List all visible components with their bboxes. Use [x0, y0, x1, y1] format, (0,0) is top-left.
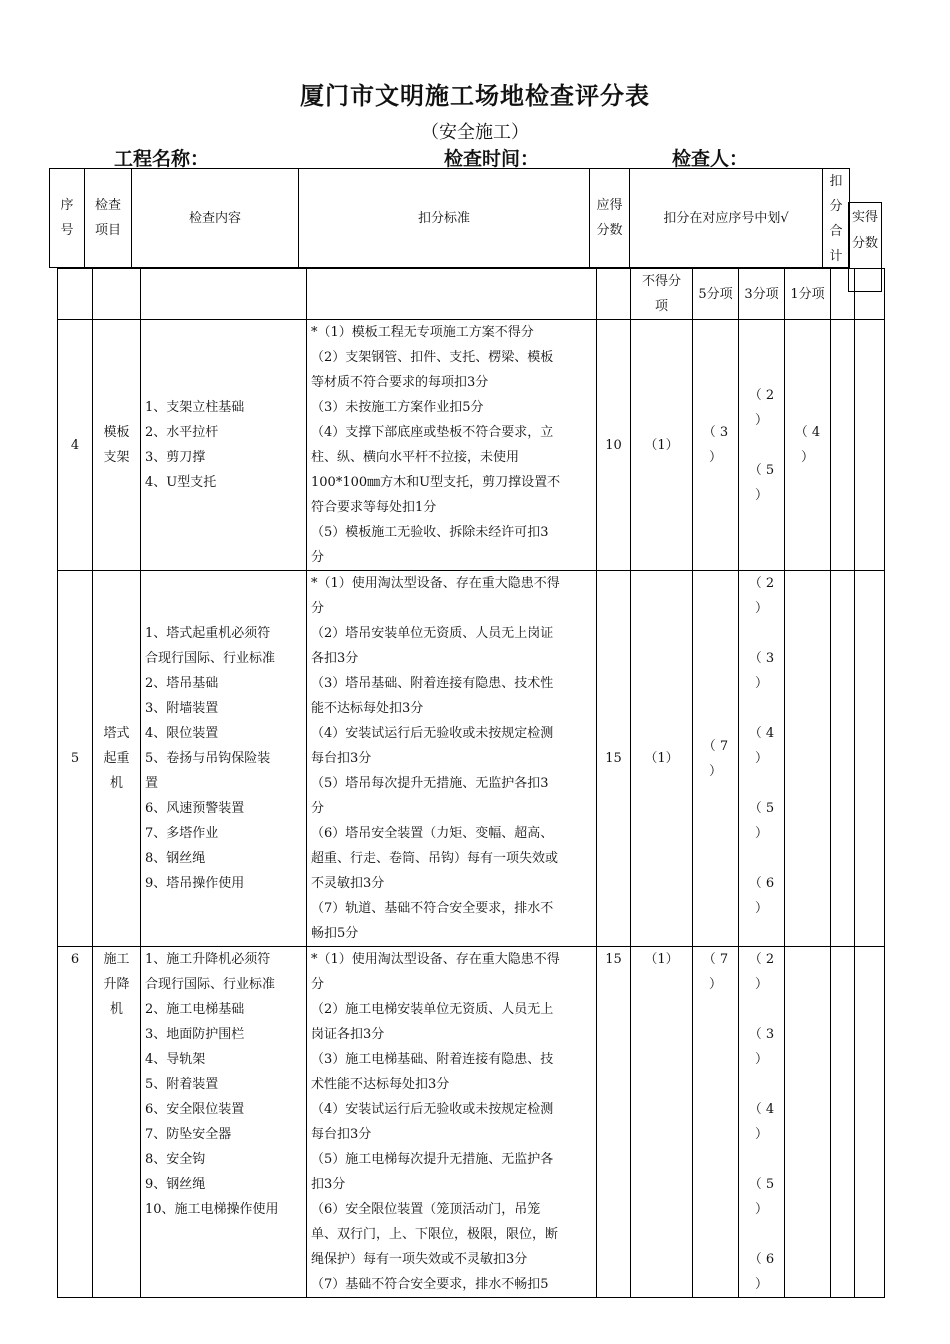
subheader-row [58, 269, 885, 320]
inspector-label: 检查人： [672, 148, 749, 170]
row-final [855, 571, 885, 947]
sub-5-header: 5分项 [693, 269, 739, 320]
col-standard-header: 扣分标准 [299, 169, 590, 268]
row-content: 1、塔式起重机必须符 合现行国际、行业标准 2、塔吊基础 3、附墙装置 4、限位装置 5、卷扬与吊钩保险装 置 6、风速预警装置 7、多塔作业 8、钢丝绳 9、塔吊操作使用 [141, 571, 307, 947]
row-1-marks: （ 4 ） [785, 320, 831, 571]
col-final-header: 实得 分数 [848, 202, 882, 292]
row-content: 1、施工升降机必须符 合现行国际、行业标准 2、施工电梯基础 3、地面防护围栏 4、导轨架 5、附着装置 6、安全限位装置 7、防坠安全器 8、安全钩 9、钢丝绳 10、施工电梯操作使用 [141, 947, 307, 1298]
row-standard: *（1）模板工程无专项施工方案不得分 （2）支架钢管、扣件、支托、楞梁、模板 等材质不符合要求的每项扣3分 （3）未按施工方案作业扣5分 （4）支撑下部底座或垫板不符合要求，立 柱、纵、横向水平杆不拉接，未使用 100*100㎜方木和U型支托，剪刀撑设置不 符合要求等每处扣1分 （5）模板施工无验收、拆除未经许可扣3 分 [307, 320, 597, 571]
sub-no-score-header: 不得分 项 [631, 269, 693, 320]
row-sum [831, 320, 855, 571]
row-final [855, 947, 885, 1298]
row-3-marks: （ 2 ） （ 3 ） （ 4 ） （ 5 ） （ 6 ） [739, 947, 785, 1298]
page-subtitle: （安全施工） [421, 122, 529, 143]
row-standard: *（1）使用淘汰型设备、存在重大隐患不得 分 （2）施工电梯安装单位无资质、人员无上 岗证各扣3分 （3）施工电梯基础、附着连接有隐患、技 术性能不达标每处扣3分 （4）安装试运行后无验收或未按规定检测 每台扣3分 （5）施工电梯每次提升无措施、无监护各 扣3分 （6）安全限位装置（笼顶活动门，吊笼 单、双行门，上、下限位，极限，限位，断 绳保护）每有一项失效或不灵敏扣3分 （7）基础不符合安全要求，排水不畅扣5 [307, 947, 597, 1298]
row-no-score-mark: （1） [631, 320, 693, 571]
row-no: 5 [58, 571, 93, 947]
row-1-marks [785, 571, 831, 947]
project-name-label: 工程名称： [114, 148, 210, 170]
row-1-marks [785, 947, 831, 1298]
row-content: 1、支架立柱基础 2、水平拉杆 3、剪刀撑 4、U型支托 [141, 320, 307, 571]
row-standard: *（1）使用淘汰型设备、存在重大隐患不得 分 （2）塔吊安装单位无资质、人员无上岗证 各扣3分 （3）塔吊基础、附着连接有隐患、技术性 能不达标每处扣3分 （4）安装试运行后无验收或未按规定检测 每台扣3分 （5）塔吊每次提升无措施、无监护各扣3 分 （6）塔吊安全装置（力矩、变幅、超高、 超重、行走、卷筒、吊钩）每有一项失效或 不灵敏扣3分 （7）轨道、基础不符合安全要求，排水不 畅扣5分 [307, 571, 597, 947]
row-score: 15 [597, 571, 631, 947]
col-seq-header: 序 号 [50, 169, 85, 268]
header-table [49, 168, 823, 268]
page-title: 厦门市文明施工场地检查评分表 [300, 82, 650, 110]
row-item: 模板 支架 [93, 320, 141, 571]
row-item: 塔式 起重 机 [93, 571, 141, 947]
sub-3-header: 3分项 [739, 269, 785, 320]
row-sum [831, 571, 855, 947]
row-no: 4 [58, 320, 93, 571]
col-content-header: 检查内容 [132, 169, 299, 268]
row-item: 施工 升降 机 [93, 947, 141, 1298]
check-time-label: 检查时间： [444, 148, 540, 170]
row-score: 15 [597, 947, 631, 1298]
row-3-marks: （ 2 ） （ 3 ） （ 4 ） （ 5 ） （ 6 ） [739, 571, 785, 947]
row-no: 6 [58, 947, 93, 1298]
row-score: 10 [597, 320, 631, 571]
row-5-marks: （ 7 ） [693, 571, 739, 947]
table-row [58, 320, 885, 571]
sub-1-header: 1分项 [785, 269, 831, 320]
col-item-header: 检查 项目 [85, 169, 132, 268]
score-table [57, 268, 885, 1298]
col-score-header: 应得 分数 [590, 169, 630, 268]
row-sum [831, 947, 855, 1298]
row-5-marks: （ 3 ） [693, 320, 739, 571]
row-no-score-mark: （1） [631, 571, 693, 947]
row-final [855, 320, 885, 571]
row-3-marks: （ 2 ） （ 5 ） [739, 320, 785, 571]
table-row [58, 571, 885, 947]
row-5-marks: （ 7 ） [693, 947, 739, 1298]
col-deduct-header: 扣分在对应序号中划√ [630, 169, 823, 268]
row-no-score-mark: （1） [631, 947, 693, 1298]
col-sum-header: 扣 分 合 计 [822, 168, 850, 268]
table-row [58, 947, 885, 1298]
